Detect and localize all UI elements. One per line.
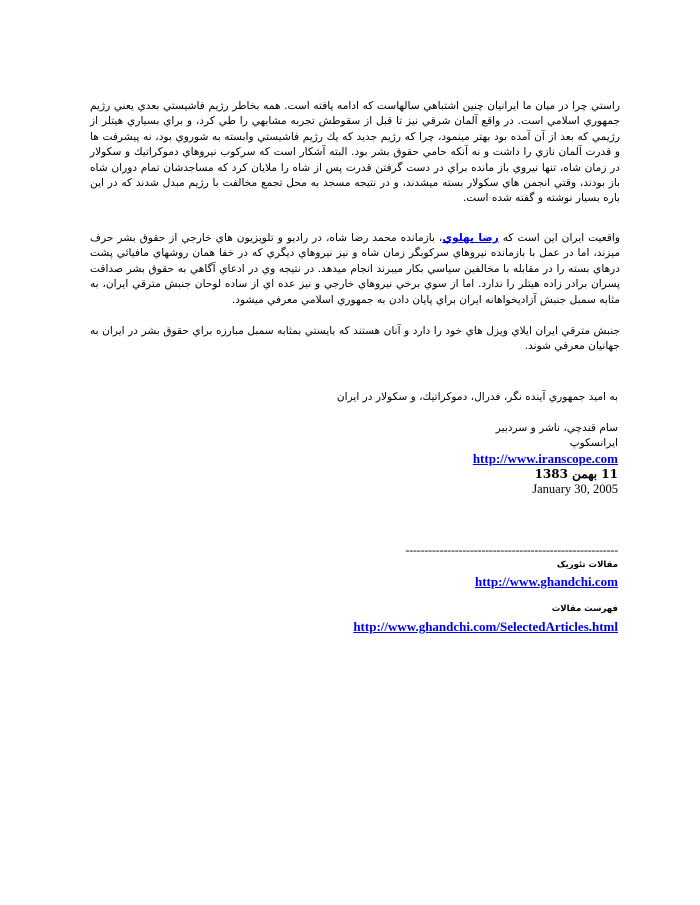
theory-articles-label: مقالات تئوريک — [556, 560, 618, 570]
publication-name: ايرانسكوپ — [569, 437, 618, 449]
ghandchi-home-link[interactable]: http://www.ghandchi.com — [474, 574, 618, 589]
reza-pahlavi-link[interactable]: رضا پهلوي — [442, 232, 499, 244]
separator-rule: -------------------------------------------------------- — [405, 543, 618, 557]
paragraph-2-intro: واقعيت ايران اين است كه — [498, 232, 620, 244]
persian-date: 11 بهمن 1383 — [534, 467, 618, 481]
english-date: January 30, 2005 — [532, 482, 618, 496]
paragraph-3: جنبش مترقي ايران ايلاي ويزل هاي خود را دارد و آنان هستند كه بايستي بمثابه سمبل مبارزه براي حقوق بشر در ايران به جهانيان معرفي شوند. — [90, 325, 620, 353]
articles-index-label: فهرست مقالات — [551, 604, 618, 614]
iranscope-link[interactable]: http://www.iranscope.com — [472, 451, 618, 466]
signature-block — [318, 421, 618, 497]
author-name: سام قندچي، ناشر و سردبير — [495, 422, 618, 434]
paragraph-2-text: ، بازمانده محمد رضا شاه، در راديو و تلويزيون هاي خارجي از حقوق بشر حرف ميزند، اما در عمل با بازمانده نيروهاي سركوبگر زمان شاه و نيز نيروهاي ديگري كه در خفا همان روشهاي مافيائي پشت درهاي بسته را در مقابله با مخالفين سياسي بكار ميبرند انجام ميدهد. در نتيجه وي در ادعاي آگاهي به حقوق بشر صداقت پسران برادر زاده هيتلر را ندارد. اما از سوي برخي نيروهاي خارجي و نيز عده اي از ساده لوحان جنبش مترقي ايران، به مثابه سمبل جنبش آزاديخواهانه ايران براي پايان دادن به جمهوري اسلامي معرفي ميشود. — [90, 232, 620, 306]
closing-line: به اميد جمهوري آينده نگر، فدرال، دموكراتيك، و سكولار در ايران — [336, 391, 618, 403]
selected-articles-link[interactable]: http://www.ghandchi.com/SelectedArticles.html — [353, 619, 618, 634]
paragraph-1: راستي چرا در ميان ما ايرانيان چنين اشتباهي سالهاست كه ادامه يافته است. همه بخاطر رژيم فاشيستي بعدي يعني رژيم جمهوري اسلامي است. در واقع آلمان شرقي نيز تا قبل از سقوطش تجربه مشابهي را طي كرد، و براي بسياري هيتلر از رژيمي كه بعد از آن آمده بود بهتر مينمود، چرا كه رژيم جديد كه يك رژيم فاشيستي وابسته به شوروي بود، نه پيشرفت ها و قدرت آلمان نازي را داشت و نه آنكه حامي حقوق بشر بود. البته آشكار است كه سركوب نيروهاي دموكراتيك و سكولار در زمان شاه، تنها نيروي باز مانده براي در دست گرفتن قدرت پس از شاه را ملايان كرد كه مساجدشان تمام دوران شاه باز بودند، وقتي انجمن هاي سكولار بسته ميشدند، و در نتيجه مسجد به محل تجمع مخالفت با رژيم مبدل شدند كه در اين باره بسيار نوشته و گفته شده است. — [90, 100, 620, 205]
paragraph-2 — [90, 231, 620, 308]
